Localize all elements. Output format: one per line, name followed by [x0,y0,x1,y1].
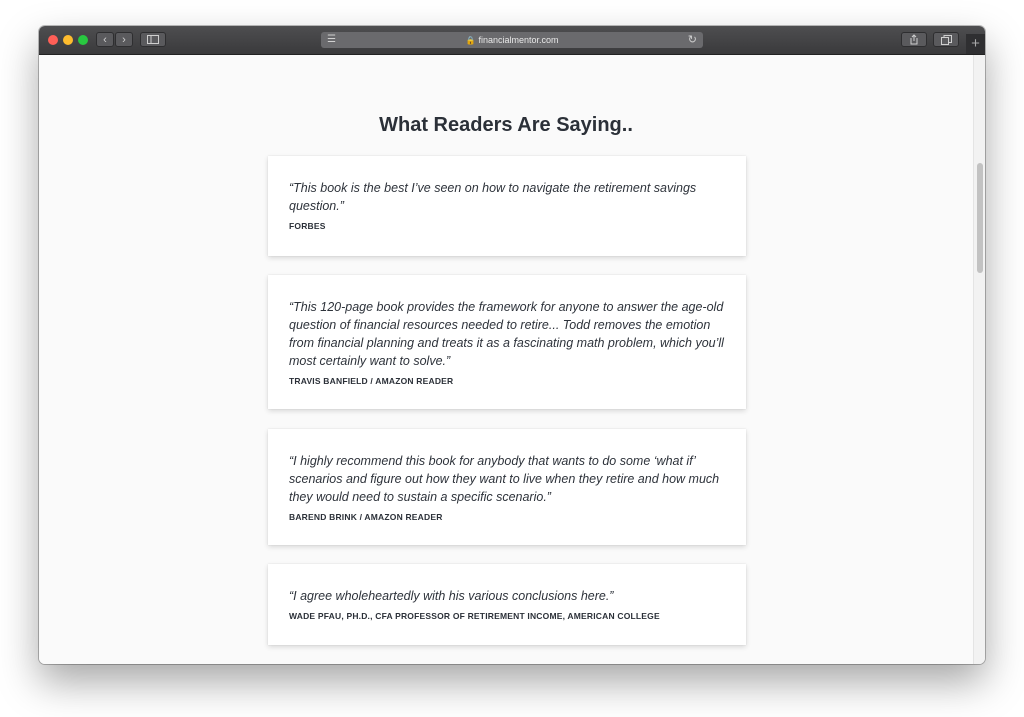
minimize-window-button[interactable] [63,35,73,45]
testimonial-author: TRAVIS BANFIELD / AMAZON READER [289,376,454,386]
tab-overview-button[interactable] [933,32,959,47]
page-content [39,55,973,664]
testimonial-author: BAREND BRINK / AMAZON READER [289,512,443,522]
new-tab-button[interactable] [966,34,985,54]
testimonial-quote: “I highly recommend this book for anybody that wants to do some ‘what if’ scenarios and figure out how they want to live when they retire and how much they would need to sustain a specific scenario.” [289,454,720,504]
lock-icon: 🔒 [465,36,476,45]
share-button[interactable] [901,32,927,47]
testimonial-author: WADE PFAU, PH.D., CFA PROFESSOR OF RETIREMENT INCOME, AMERICAN COLLEGE [289,611,660,621]
chevron-right-icon: › [122,34,126,46]
plus-icon: + [971,35,980,52]
page-scrollbar[interactable] [973,55,985,664]
close-window-button[interactable] [48,35,58,45]
chevron-left-icon: ‹ [103,34,107,46]
testimonial-card [268,275,746,409]
testimonial-card [268,429,746,545]
back-button[interactable] [96,32,114,47]
reload-icon[interactable]: ↻ [687,34,697,46]
testimonial-quote: “I agree wholeheartedly with his various conclusions here.” [289,589,614,603]
sidebar-toggle-button[interactable] [140,32,166,47]
testimonial-quote: “This book is the best I’ve seen on how to navigate the retirement savings question.” [289,181,697,213]
address-bar[interactable] [321,32,703,48]
testimonial-card [268,156,746,256]
sidebar-icon [147,35,159,44]
testimonial-quote: “This 120-page book provides the framework for anyone to answer the age-old question of financial resources needed to retire... Todd removes the emotion from financial planning and treats it as a fascinating math problem, which you’ll most certainly want to solve.” [289,300,724,368]
forward-button[interactable] [115,32,133,47]
scrollbar-thumb[interactable] [977,163,983,273]
reader-view-icon[interactable]: ☰ [327,34,336,45]
browser-toolbar [39,26,985,55]
page-title: What Readers Are Saying.. [379,114,633,136]
browser-window [39,26,985,664]
zoom-window-button[interactable] [78,35,88,45]
testimonial-card [268,564,746,645]
tabs-icon [941,35,952,45]
url-text: financialmentor.com [478,35,559,45]
share-icon [909,34,919,45]
testimonial-author: FORBES [289,221,326,231]
